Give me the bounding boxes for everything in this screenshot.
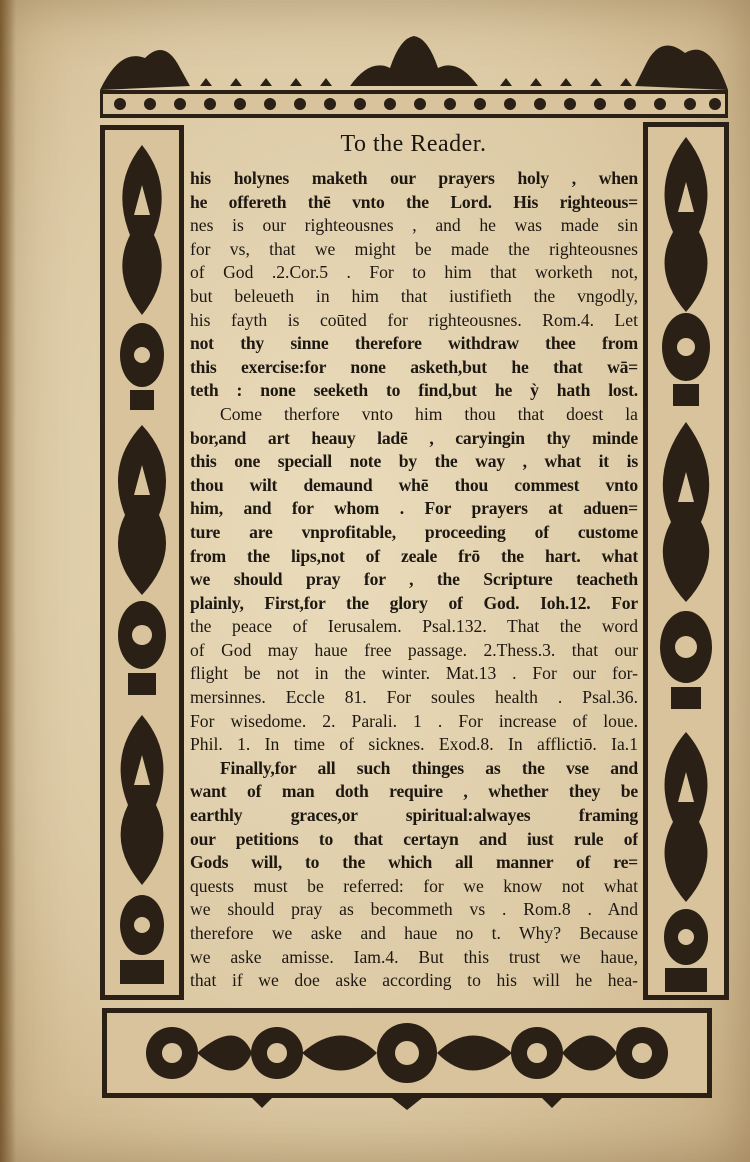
text-line: from the lips,not of zeale frō the hart. what [190, 545, 638, 566]
text-line: therefore we aske and haue no t. Why? Because [190, 923, 638, 943]
text-line: Come therfore vnto him thou that doest la [220, 403, 638, 424]
text-panel [186, 125, 641, 991]
text-line: this one speciall note by the way , what it is [190, 451, 638, 472]
text-line: ture are vnprofitable, proceeding of custome [190, 521, 638, 542]
text-line: of God may haue free passage. 2.Thess.3. that our [190, 639, 638, 660]
text-line: Phil. 1. In time of sicknes. Exod.8. In afflictiō. Ia.1 [190, 734, 638, 755]
text-line: him, and for whom . For prayers at aduen= [190, 498, 638, 519]
right-woodcut-border [643, 122, 729, 1000]
text-line: the peace of Ierusalem. Psal.132. That the word [190, 616, 638, 637]
text-line: mersinnes. Eccle 81. For soules health . Psal.36. [190, 687, 638, 708]
text-line: we aske amisse. Iam.4. But this trust we haue, [190, 946, 638, 967]
text-line: we should pray as becommeth vs . Rom.8 . And [190, 899, 638, 920]
text-line: plainly, First,for the glory of God. Ioh.12. For [190, 592, 638, 613]
text-line: this exercise:for none asketh,but he that wā= [190, 356, 638, 377]
text-line: we should pray for , the Scripture teacheth [190, 569, 638, 590]
text-line: flight be not in the winter. Mat.13 . For our for- [190, 663, 638, 684]
body-text [190, 167, 638, 993]
text-line: nes is our righteousnes , and he was made sin [190, 215, 638, 236]
page-gutter-shadow [0, 0, 16, 1162]
text-line: Gods will, to the which all manner of re= [190, 852, 638, 873]
text-line: teth : none seeketh to find,but he ỳ hath lost. [190, 380, 638, 401]
text-line: that if we doe aske according to his will he hea- [190, 970, 638, 991]
text-line: our petitions to that certayn and iust rule of [190, 828, 638, 849]
bottom-woodcut-border [102, 1008, 712, 1110]
text-line: his fayth is coūted for righteousnes. Rom.4. Let [190, 309, 638, 330]
text-line: want of man doth require , whether they be [190, 781, 638, 802]
running-head: To the Reader. [340, 131, 487, 157]
left-woodcut-border [100, 125, 184, 1000]
text-line: earthly graces,or spiritual:alwayes framing [190, 805, 638, 826]
text-line: Finally,for all such thinges as the vse and [220, 757, 638, 778]
top-woodcut-border [100, 28, 728, 120]
text-line: For wisedome. 2. Parali. 1 . For increase of loue. [190, 710, 638, 731]
text-line: he offereth thē vnto the Lord. His righteous= [190, 191, 638, 212]
text-line: but beleueth in him that iustifieth the vngodly, [190, 285, 638, 306]
text-line: his holynes maketh our prayers holy , when [190, 168, 638, 188]
text-line: not thy sinne therefore withdraw thee from [190, 333, 638, 354]
text-line: of God .2.Cor.5 . For to him that worketh not, [190, 262, 638, 283]
text-line: thou wilt demaund whē thou commest vnto [190, 474, 638, 495]
text-line: bor,and art heauy ladē , caryingin thy minde [190, 427, 638, 448]
text-line: for vs, that we might be made the righteousnes [190, 238, 638, 259]
text-line: quests must be referred: for we know not what [190, 875, 638, 896]
